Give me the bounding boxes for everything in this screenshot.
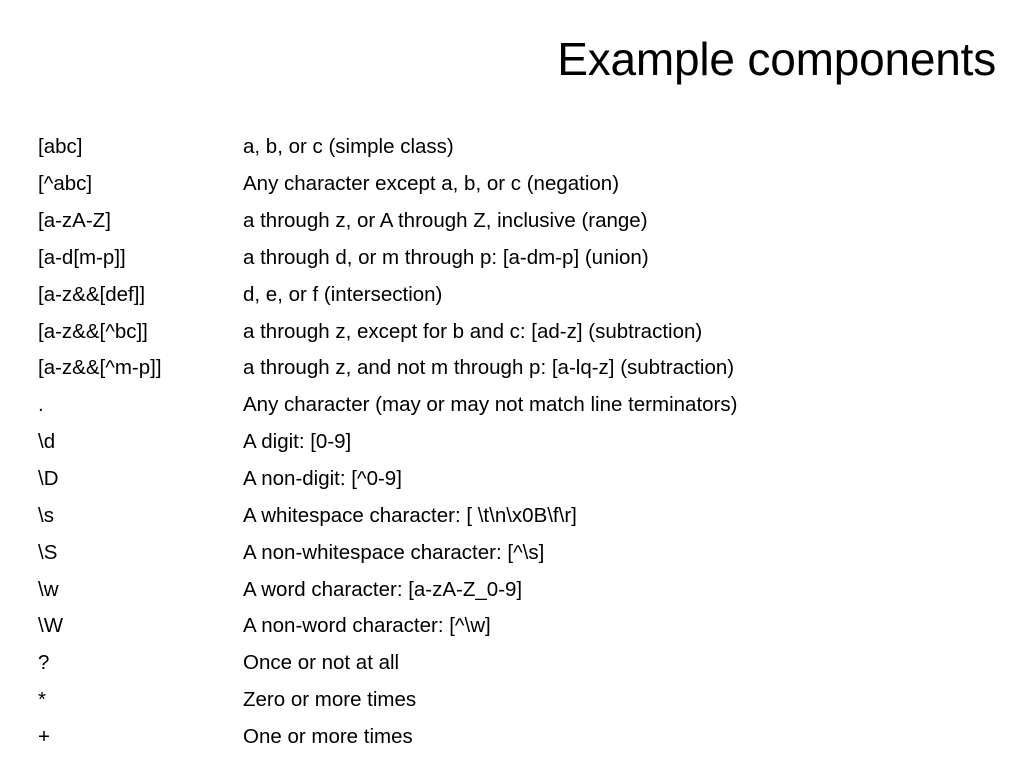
slide-title: Example components xyxy=(557,33,996,85)
description-cell: A word character: [a-zA-Z_0-9] xyxy=(243,577,523,601)
pattern-cell: \w xyxy=(38,577,59,601)
pattern-cell: + xyxy=(38,724,50,748)
pattern-cell: * xyxy=(38,688,46,712)
description-cell: a, b, or c (simple class) xyxy=(243,135,454,159)
description-cell: Once or not at all xyxy=(243,651,400,675)
pattern-cell: [^abc] xyxy=(38,172,93,196)
table-row xyxy=(38,276,998,313)
table-row xyxy=(38,387,998,424)
table-row xyxy=(38,350,998,387)
pattern-cell: [a-d[m-p]] xyxy=(38,245,126,269)
pattern-cell: [a-z&&[^bc]] xyxy=(38,319,148,343)
description-cell: A non-whitespace character: [^\s] xyxy=(243,540,545,564)
table-row xyxy=(38,682,998,719)
description-cell: A non-digit: [^0-9] xyxy=(243,467,402,491)
description-cell: a through z, or A through Z, inclusive (range) xyxy=(243,209,648,233)
components-table xyxy=(38,129,998,755)
table-row xyxy=(38,645,998,682)
table-row xyxy=(38,534,998,571)
table-row xyxy=(38,461,998,498)
description-cell: d, e, or f (intersection) xyxy=(243,282,443,306)
description-cell: Any character (may or may not match line terminators) xyxy=(243,393,738,417)
description-cell: a through z, and not m through p: [a-lq-z] (subtraction) xyxy=(243,356,735,380)
description-cell: Any character except a, b, or c (negation) xyxy=(243,172,620,196)
description-cell: a through z, except for b and c: [ad-z] (subtraction) xyxy=(243,319,703,343)
table-row xyxy=(38,129,998,166)
pattern-cell: . xyxy=(38,393,44,417)
table-row xyxy=(38,313,998,350)
description-cell: Zero or more times xyxy=(243,688,417,712)
pattern-cell: \D xyxy=(38,467,59,491)
pattern-cell: \s xyxy=(38,503,54,527)
table-row xyxy=(38,608,998,645)
description-cell: A digit: [0-9] xyxy=(243,430,352,454)
table-row xyxy=(38,497,998,534)
table-row xyxy=(38,719,998,756)
table-row xyxy=(38,240,998,277)
pattern-cell: \W xyxy=(38,614,64,638)
pattern-cell: ? xyxy=(38,651,50,675)
pattern-cell: [a-z&&[^m-p]] xyxy=(38,356,162,380)
table-row xyxy=(38,203,998,240)
table-row xyxy=(38,424,998,461)
description-cell: A whitespace character: [ \t\n\x0B\f\r] xyxy=(243,503,577,527)
pattern-cell: \S xyxy=(38,540,58,564)
pattern-cell: \d xyxy=(38,430,56,454)
description-cell: a through d, or m through p: [a-dm-p] (union) xyxy=(243,245,649,269)
pattern-cell: [abc] xyxy=(38,135,83,159)
description-cell: A non-word character: [^\w] xyxy=(243,614,491,638)
table-row xyxy=(38,166,998,203)
description-cell: One or more times xyxy=(243,724,413,748)
table-row xyxy=(38,571,998,608)
pattern-cell: [a-zA-Z] xyxy=(38,209,111,233)
pattern-cell: [a-z&&[def]] xyxy=(38,282,146,306)
